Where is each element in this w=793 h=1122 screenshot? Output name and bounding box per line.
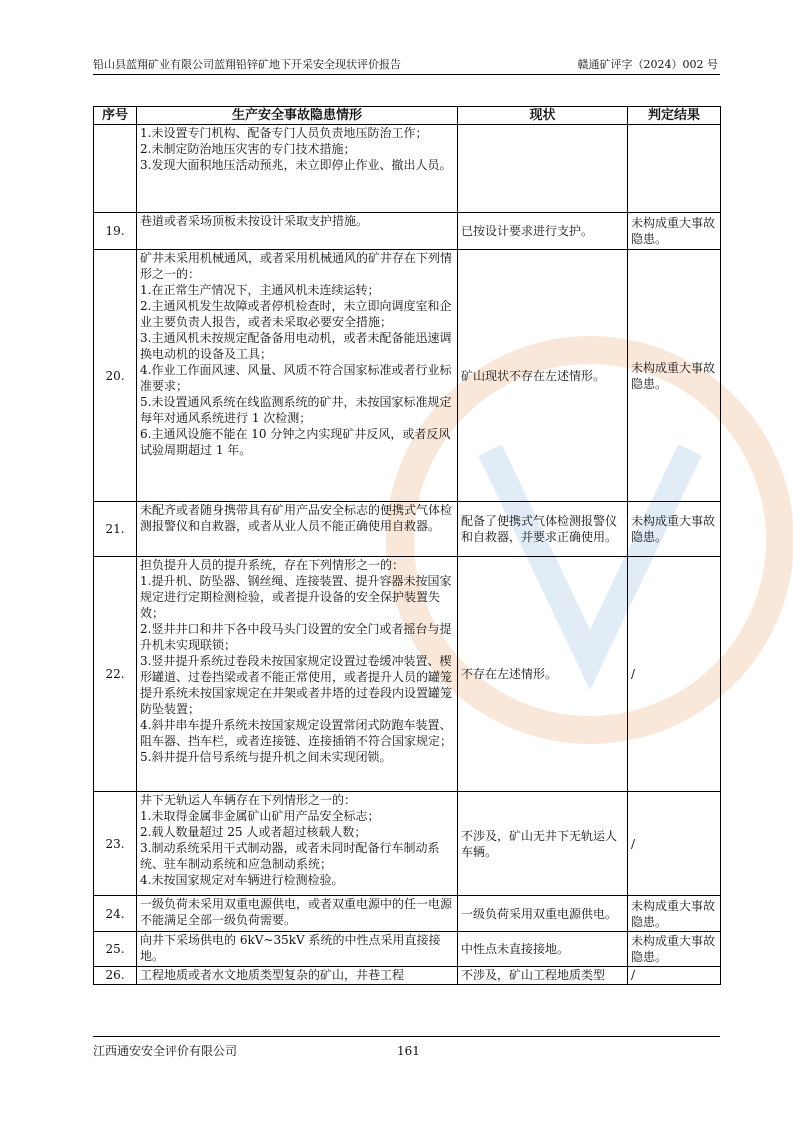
row-result: 未构成重大事故隐患。 (628, 213, 721, 250)
row-description (137, 792, 458, 896)
description-line: 2.未制定防治地压灾害的专门技术措施； (140, 142, 356, 156)
table-row (94, 792, 721, 896)
header-report-number: 赣通矿评字（2024）002 号 (577, 58, 718, 71)
footer-company: 江西通安安全评价有限公司 (93, 1044, 238, 1058)
row-number: 25. (94, 932, 137, 967)
description-line: 1.提升机、防坠器、钢丝绳、连接装置、提升容器未按国家规定进行定期检测检验，或者提升设备的安全保护装置失效； (140, 574, 452, 620)
description-line: 1.未取得金属非金属矿山矿用产品安全标志； (140, 809, 380, 823)
row-number: 21. (94, 502, 137, 557)
description-line: 未配齐或者随身携带具有矿用产品安全标志的便携式气体检测报警仪和自救器，或者从业人员不能正确使用自救器。 (140, 503, 453, 533)
description-line: 2.竖井井口和井下各中段马头门设置的安全门或者摇台与提升机未实现联锁； (140, 622, 452, 652)
row-description (137, 213, 458, 250)
row-number: 24. (94, 896, 137, 932)
header-report-title: 铅山县蓝翔矿业有限公司蓝翔铅锌矿地下开采安全现状评价报告 (93, 58, 401, 71)
row-description (137, 250, 458, 502)
row-number (94, 125, 137, 213)
description-line: 1.在正常生产情况下，主通风机未连续运转； (140, 283, 380, 297)
description-line: 4.作业工作面风速、风量、风质不符合国家标准或者行业标准要求； (140, 363, 452, 393)
table-row (94, 502, 721, 557)
table-row (94, 557, 721, 792)
row-description (137, 557, 458, 792)
table-row (94, 932, 721, 967)
description-line: 4.斜井串车提升系统未按国家规定设置常闭式防跑车装置、阻车器、挡车栏，或者连接链、连接插销不符合国家规定； (140, 718, 453, 748)
description-line: 3.主通风机未按规定配备备用电动机，或者未配备能迅速调换电动机的设备及工具； (140, 331, 452, 361)
footer-divider (93, 1036, 720, 1037)
row-result: 未构成重大事故隐患。 (628, 932, 721, 967)
row-status: 中性点未直接接地。 (458, 932, 628, 967)
description-line: 工程地质或者水文地质类型复杂的矿山，井巷工程 (140, 968, 405, 982)
description-line: 6.主通风设施不能在 10 分钟之内实现矿井反风，或者反风试验周期超过 1 年。 (140, 427, 451, 457)
description-line: 3.制动系统采用干式制动器，或者未同时配备行车制动系统、驻车制动系统和应急制动系统； (140, 841, 440, 871)
row-status: 不涉及，矿山工程地质类型 (458, 967, 628, 985)
row-status: 一级负荷采用双重电源供电。 (458, 896, 628, 932)
row-description (137, 502, 458, 557)
page-number: 161 (397, 1044, 420, 1058)
description-line: 3.竖井提升系统过卷段未按国家规定设置过卷缓冲装置、楔形罐道、过卷挡梁或者不能正常使用，或者提升人员的罐笼提升系统未按国家规定在井架或者井塔的过卷段内设置罐笼防坠装置； (140, 654, 453, 716)
description-line: 2.主通风机发生故障或者停机检查时，未立即向调度室和企业主要负责人报告，或者未采取必要安全措施； (140, 299, 452, 329)
row-description (137, 932, 458, 967)
table-row (94, 896, 721, 932)
description-line: 1.未设置专门机构、配备专门人员负责地压防治工作； (140, 126, 428, 140)
row-status: 不涉及，矿山无井下无轨运人车辆。 (458, 792, 628, 896)
row-result: / (628, 967, 721, 985)
row-number: 23. (94, 792, 137, 896)
col-header-result: 判定结果 (628, 107, 721, 125)
row-result: / (628, 557, 721, 792)
description-line: 4.未按国家规定对车辆进行检测检验。 (140, 873, 344, 887)
hazard-table (93, 106, 721, 985)
description-line: 巷道或者采场顶板未按设计采取支护措施。 (140, 214, 369, 228)
row-number: 19. (94, 213, 137, 250)
description-line: 矿井未采用机械通风，或者采用机械通风的矿井存在下列情形之一的： (140, 251, 453, 281)
description-line: 井下无轨运人车辆存在下列情形之一的： (140, 793, 357, 807)
description-line: 2.载人数量超过 25 人或者超过核载人数； (140, 825, 367, 839)
description-line: 5.未设置通风系统在线监测系统的矿井，未按国家标准规定每年对通风系统进行 1 次检测； (140, 395, 452, 425)
row-status: 不存在左述情形。 (458, 557, 628, 792)
header-divider (93, 74, 720, 75)
description-line: 3.发现大面积地压活动预兆，未立即停止作业、撤出人员。 (140, 158, 452, 172)
row-result: 未构成重大事故隐患。 (628, 896, 721, 932)
description-line: 一级负荷未采用双重电源供电，或者双重电源中的任一电源不能满足全部一级负荷需要。 (140, 897, 453, 927)
col-header-desc: 生产安全事故隐患情形 (137, 107, 458, 125)
row-status (458, 125, 628, 213)
col-header-status: 现状 (458, 107, 628, 125)
row-result: 未构成重大事故隐患。 (628, 250, 721, 502)
table-row (94, 125, 721, 213)
row-result: 未构成重大事故隐患。 (628, 502, 721, 557)
row-status: 已按设计要求进行支护。 (458, 213, 628, 250)
description-line: 担负提升人员的提升系统，存在下列情形之一的： (140, 558, 405, 572)
row-result: / (628, 792, 721, 896)
table-row (94, 967, 721, 985)
row-number: 26. (94, 967, 137, 985)
row-status: 矿山现状不存在左述情形。 (458, 250, 628, 502)
row-number: 22. (94, 557, 137, 792)
col-header-num: 序号 (94, 107, 137, 125)
table-row (94, 213, 721, 250)
description-line: 向井下采场供电的 6kV~35kV 系统的中性点采用直接接地。 (140, 933, 441, 963)
row-description (137, 125, 458, 213)
table-row (94, 250, 721, 502)
table-header-row (94, 107, 721, 125)
row-description (137, 896, 458, 932)
row-result (628, 125, 721, 213)
row-description (137, 967, 458, 985)
table-body (94, 125, 721, 985)
row-status: 配备了便携式气体检测报警仪和自救器，并要求正确使用。 (458, 502, 628, 557)
row-number: 20. (94, 250, 137, 502)
description-line: 5.斜井提升信号系统与提升机之间未实现闭锁。 (140, 750, 392, 764)
